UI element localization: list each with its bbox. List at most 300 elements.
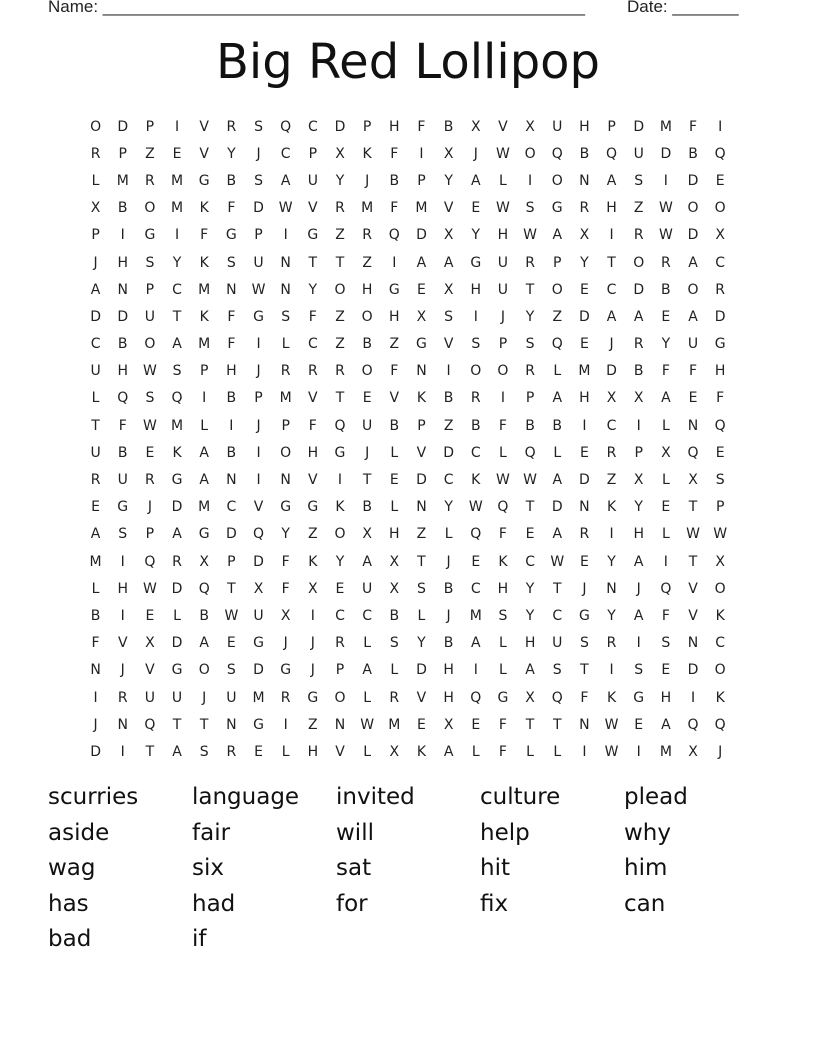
grid-letter: G bbox=[253, 716, 264, 733]
grid-letter: I bbox=[718, 118, 723, 135]
grid-letter: R bbox=[470, 390, 481, 407]
grid-letter: N bbox=[280, 281, 291, 298]
grid-letter: B bbox=[661, 281, 671, 298]
grid-letter: N bbox=[226, 281, 237, 298]
grid-letter: S bbox=[145, 390, 155, 407]
grid-letter: M bbox=[198, 499, 211, 516]
grid-letter: X bbox=[145, 635, 155, 652]
grid-letter: F bbox=[308, 308, 317, 325]
grid-letter: H bbox=[117, 363, 128, 380]
grid-letter: D bbox=[579, 472, 590, 489]
grid-letter: Y bbox=[335, 172, 345, 189]
grid-letter: J bbox=[256, 417, 261, 434]
grid-letter: J bbox=[256, 363, 261, 380]
grid-letter: S bbox=[281, 308, 291, 325]
grid-letter: L bbox=[471, 743, 480, 760]
grid-letter: E bbox=[145, 607, 155, 624]
grid-letter: C bbox=[307, 336, 318, 353]
grid-letter: E bbox=[172, 145, 182, 162]
grid-letter: L bbox=[91, 580, 100, 597]
grid-letter: N bbox=[416, 499, 427, 516]
grid-letter: S bbox=[145, 254, 155, 271]
grid-letter: R bbox=[90, 145, 101, 162]
grid-letter: P bbox=[281, 417, 290, 434]
grid-letter: R bbox=[715, 281, 726, 298]
grid-letter: W bbox=[496, 200, 510, 217]
grid-letter: R bbox=[145, 172, 155, 189]
grid-letter: T bbox=[525, 716, 535, 733]
grid-letter: R bbox=[606, 444, 617, 461]
grid-letter: G bbox=[144, 227, 156, 244]
grid-letter: Z bbox=[606, 472, 617, 489]
grid-letter: A bbox=[661, 716, 671, 733]
grid-letter: Z bbox=[308, 526, 318, 543]
grid-letter: E bbox=[579, 281, 589, 298]
grid-letter: P bbox=[254, 227, 263, 244]
grid-letter: U bbox=[253, 607, 264, 624]
grid-letter: F bbox=[390, 363, 399, 380]
grid-letter: R bbox=[335, 635, 345, 652]
grid-letter: L bbox=[390, 444, 399, 461]
grid-letter: S bbox=[552, 662, 562, 679]
grid-row bbox=[82, 358, 734, 385]
grid-letter: D bbox=[660, 145, 672, 162]
grid-letter: D bbox=[714, 308, 726, 325]
grid-letter: J bbox=[365, 444, 370, 461]
grid-letter: X bbox=[606, 390, 617, 407]
grid-letter: G bbox=[307, 227, 319, 244]
grid-letter: D bbox=[551, 499, 563, 516]
grid-row bbox=[82, 738, 734, 765]
grid-letter: K bbox=[335, 499, 345, 516]
grid-letter: B bbox=[389, 607, 400, 624]
grid-letter: Q bbox=[144, 716, 156, 733]
grid-letter: S bbox=[579, 635, 589, 652]
grid-letter: L bbox=[661, 526, 670, 543]
grid-letter: F bbox=[200, 227, 209, 244]
grid-letter: R bbox=[660, 254, 671, 271]
grid-letter: L bbox=[173, 607, 181, 624]
grid-letter: Q bbox=[497, 499, 509, 516]
grid-letter: M bbox=[198, 336, 211, 353]
grid-letter: B bbox=[579, 145, 590, 162]
grid-letter: S bbox=[118, 526, 128, 543]
word-list-item: sat bbox=[336, 855, 372, 881]
grid-letter: Z bbox=[335, 308, 345, 325]
grid-letter: I bbox=[392, 254, 397, 271]
grid-letter: B bbox=[443, 635, 454, 652]
grid-letter: F bbox=[227, 200, 236, 217]
grid-letter: L bbox=[499, 635, 507, 652]
grid-letter: T bbox=[199, 716, 209, 733]
grid-letter: E bbox=[91, 499, 100, 516]
grid-letter: U bbox=[90, 363, 101, 380]
grid-letter: A bbox=[172, 743, 182, 760]
grid-letter: E bbox=[417, 716, 426, 733]
grid-letter: F bbox=[227, 336, 236, 353]
grid-letter: I bbox=[120, 227, 125, 244]
grid-letter: O bbox=[497, 363, 509, 380]
grid-letter: G bbox=[280, 499, 292, 516]
grid-letter: J bbox=[473, 145, 478, 162]
grid-row bbox=[82, 630, 734, 657]
word-list-item: wag bbox=[48, 855, 96, 881]
grid-letter: N bbox=[90, 662, 101, 679]
grid-letter: M bbox=[388, 716, 401, 733]
grid-letter: J bbox=[93, 716, 98, 733]
grid-letter: K bbox=[172, 444, 182, 461]
grid-letter: H bbox=[470, 281, 482, 298]
grid-letter: R bbox=[226, 743, 237, 760]
grid-letter: E bbox=[471, 716, 481, 733]
grid-letter: T bbox=[688, 499, 698, 516]
grid-letter: J bbox=[256, 145, 261, 162]
grid-letter: Y bbox=[607, 607, 616, 624]
grid-letter: D bbox=[633, 118, 645, 135]
grid-letter: O bbox=[334, 689, 346, 706]
grid-letter: A bbox=[661, 390, 671, 407]
grid-letter: J bbox=[446, 607, 451, 624]
grid-letter: C bbox=[443, 472, 454, 489]
grid-letter: I bbox=[337, 472, 343, 489]
grid-letter: I bbox=[473, 308, 478, 325]
grid-letter: V bbox=[308, 200, 318, 217]
grid-letter: I bbox=[663, 553, 668, 570]
grid-letter: C bbox=[335, 607, 345, 624]
grid-letter: Y bbox=[607, 553, 616, 570]
word-list-item: fix bbox=[480, 890, 509, 917]
grid-letter: D bbox=[253, 553, 264, 570]
grid-letter: A bbox=[552, 526, 563, 543]
grid-letter: D bbox=[687, 227, 699, 244]
grid-letter: G bbox=[117, 499, 129, 516]
grid-letter: A bbox=[199, 444, 209, 461]
grid-letter: G bbox=[198, 526, 210, 543]
grid-letter: A bbox=[552, 390, 563, 407]
grid-letter: E bbox=[471, 553, 481, 570]
grid-letter: E bbox=[417, 281, 426, 298]
grid-letter: P bbox=[145, 526, 155, 543]
grid-letter: F bbox=[91, 635, 100, 652]
grid-letter: M bbox=[659, 118, 672, 135]
grid-letter: J bbox=[310, 662, 315, 679]
grid-letter: A bbox=[606, 172, 617, 189]
grid-letter: W bbox=[604, 743, 619, 760]
grid-letter: M bbox=[116, 172, 129, 189]
grid-letter: U bbox=[362, 580, 373, 597]
grid-letter: N bbox=[117, 281, 128, 298]
grid-letter: E bbox=[688, 390, 698, 407]
grid-letter: D bbox=[579, 308, 590, 325]
grid-letter: L bbox=[553, 743, 562, 760]
grid-letter: N bbox=[416, 363, 427, 380]
grid-letter: U bbox=[226, 689, 237, 706]
grid-letter: U bbox=[144, 689, 156, 706]
grid-letter: V bbox=[117, 635, 128, 652]
grid-letter: K bbox=[715, 689, 725, 706]
grid-letter: F bbox=[390, 200, 399, 217]
grid-letter: X bbox=[90, 200, 101, 217]
grid-letter: E bbox=[661, 499, 671, 516]
grid-letter: H bbox=[226, 363, 237, 380]
grid-letter: G bbox=[307, 499, 319, 516]
word-list-item: language bbox=[192, 784, 300, 810]
grid-letter: P bbox=[634, 444, 643, 461]
grid-letter: I bbox=[174, 118, 180, 135]
grid-letter: B bbox=[117, 336, 128, 353]
grid-letter: X bbox=[443, 145, 454, 162]
grid-letter: I bbox=[690, 689, 696, 706]
grid-letter: P bbox=[118, 145, 127, 162]
grid-letter: W bbox=[523, 227, 537, 244]
grid-letter: M bbox=[171, 417, 184, 434]
grid-letter: N bbox=[579, 716, 590, 733]
grid-letter: B bbox=[552, 417, 563, 434]
grid-letter: Q bbox=[551, 689, 563, 706]
grid-letter: L bbox=[281, 336, 290, 353]
grid-letter: S bbox=[254, 118, 263, 135]
grid-letter: T bbox=[172, 716, 182, 733]
date-field-label: Date: _______ bbox=[627, 0, 739, 16]
grid-letter: K bbox=[199, 254, 209, 271]
grid-letter: V bbox=[199, 145, 209, 162]
grid-letter: M bbox=[469, 607, 482, 624]
grid-letter: P bbox=[607, 118, 616, 135]
grid-letter: A bbox=[172, 336, 182, 353]
grid-letter: H bbox=[524, 635, 536, 652]
grid-row bbox=[82, 657, 734, 684]
word-list-item: plead bbox=[624, 784, 688, 810]
grid-letter: T bbox=[525, 281, 535, 298]
grid-letter: L bbox=[200, 417, 209, 434]
grid-letter: T bbox=[580, 662, 589, 679]
grid-letter: M bbox=[578, 363, 591, 380]
grid-letter: H bbox=[579, 390, 590, 407]
word-list-item: six bbox=[192, 855, 224, 881]
grid-letter: O bbox=[90, 118, 102, 135]
grid-letter: D bbox=[416, 662, 427, 679]
grid-letter: E bbox=[579, 553, 589, 570]
grid-letter: G bbox=[198, 172, 210, 189]
grid-letter: R bbox=[389, 689, 400, 706]
grid-letter: K bbox=[416, 390, 427, 407]
grid-letter: G bbox=[171, 472, 183, 489]
grid-letter: V bbox=[498, 118, 508, 135]
grid-letter: A bbox=[362, 662, 372, 679]
grid-letter: B bbox=[226, 444, 237, 461]
word-search-grid bbox=[82, 113, 734, 766]
grid-letter: A bbox=[199, 635, 209, 652]
grid-letter: E bbox=[145, 444, 155, 461]
grid-letter: H bbox=[117, 580, 128, 597]
grid-letter: G bbox=[416, 336, 427, 353]
grid-letter: I bbox=[609, 526, 614, 543]
grid-letter: F bbox=[498, 743, 507, 760]
grid-letter: H bbox=[389, 118, 400, 135]
grid-letter: R bbox=[280, 363, 291, 380]
word-list-item: help bbox=[480, 819, 530, 846]
grid-letter: N bbox=[334, 716, 346, 733]
grid-letter: W bbox=[496, 472, 510, 489]
grid-letter: S bbox=[634, 662, 644, 679]
grid-letter: O bbox=[334, 526, 346, 543]
grid-letter: A bbox=[90, 281, 101, 298]
grid-letter: X bbox=[335, 145, 345, 162]
grid-letter: F bbox=[308, 417, 317, 434]
grid-letter: S bbox=[199, 743, 209, 760]
grid-letter: C bbox=[715, 254, 726, 271]
grid-letter: O bbox=[524, 145, 536, 162]
grid-letter: H bbox=[307, 444, 319, 461]
grid-letter: L bbox=[444, 526, 453, 543]
grid-letter: U bbox=[687, 336, 699, 353]
grid-letter: Q bbox=[388, 227, 400, 244]
grid-letter: X bbox=[389, 580, 400, 597]
grid-letter: V bbox=[199, 118, 209, 135]
grid-letter: W bbox=[550, 553, 565, 570]
grid-letter: F bbox=[227, 308, 236, 325]
grid-letter: F bbox=[498, 716, 507, 733]
grid-letter: P bbox=[553, 254, 562, 271]
grid-letter: L bbox=[661, 472, 670, 489]
word-list-item: will bbox=[336, 819, 374, 846]
grid-letter: L bbox=[91, 172, 100, 189]
grid-letter: P bbox=[417, 417, 426, 434]
grid-letter: W bbox=[658, 227, 673, 244]
grid-letter: H bbox=[443, 689, 454, 706]
grid-letter: A bbox=[470, 172, 481, 189]
grid-letter: A bbox=[443, 743, 454, 760]
grid-letter: O bbox=[470, 363, 482, 380]
grid-letter: Z bbox=[443, 417, 454, 434]
grid-letter: N bbox=[687, 417, 699, 434]
grid-letter: D bbox=[416, 227, 427, 244]
grid-letter: Z bbox=[552, 308, 563, 325]
grid-letter: I bbox=[256, 336, 261, 353]
grid-letter: R bbox=[362, 227, 372, 244]
grid-letter: D bbox=[687, 662, 699, 679]
grid-letter: L bbox=[363, 635, 372, 652]
grid-letter: N bbox=[280, 254, 291, 271]
grid-letter: R bbox=[525, 363, 535, 380]
grid-row bbox=[82, 548, 734, 575]
page-title: Big Red Lollipop bbox=[215, 34, 601, 90]
grid-letter: K bbox=[606, 499, 617, 516]
grid-letter: I bbox=[609, 227, 614, 244]
grid-letter: Q bbox=[198, 580, 210, 597]
grid-letter: J bbox=[582, 580, 587, 597]
grid-letter: W bbox=[142, 417, 157, 434]
grid-letter: A bbox=[199, 472, 209, 489]
grid-letter: E bbox=[661, 308, 671, 325]
word-list-item: him bbox=[624, 855, 668, 881]
grid-row bbox=[82, 575, 734, 602]
grid-letter: Y bbox=[335, 553, 345, 570]
grid-letter: H bbox=[307, 743, 319, 760]
grid-letter: G bbox=[470, 254, 482, 271]
grid-letter: C bbox=[226, 499, 237, 516]
grid-letter: H bbox=[443, 662, 454, 679]
grid-letter: D bbox=[171, 580, 183, 597]
grid-letter: I bbox=[202, 390, 207, 407]
grid-row bbox=[82, 466, 734, 493]
grid-letter: S bbox=[661, 635, 671, 652]
grid-letter: Q bbox=[280, 118, 292, 135]
grid-letter: Z bbox=[362, 254, 372, 271]
grid-letter: Q bbox=[660, 580, 672, 597]
grid-letter: U bbox=[253, 254, 264, 271]
grid-letter: Z bbox=[389, 336, 400, 353]
grid-letter: I bbox=[636, 743, 641, 760]
grid-letter: I bbox=[636, 417, 641, 434]
grid-letter: R bbox=[633, 227, 644, 244]
grid-letter: S bbox=[471, 336, 481, 353]
grid-letter: B bbox=[90, 607, 101, 624]
grid-letter: J bbox=[147, 499, 152, 516]
grid-letter: M bbox=[171, 200, 184, 217]
grid-letter: V bbox=[688, 607, 698, 624]
grid-letter: D bbox=[171, 635, 183, 652]
grid-letter: W bbox=[278, 200, 293, 217]
grid-letter: S bbox=[444, 308, 454, 325]
grid-letter: Y bbox=[172, 254, 182, 271]
grid-letter: R bbox=[90, 472, 101, 489]
grid-letter: S bbox=[226, 254, 236, 271]
grid-letter: L bbox=[363, 689, 372, 706]
grid-letter: X bbox=[715, 553, 725, 570]
grid-letter: U bbox=[633, 145, 644, 162]
grid-letter: M bbox=[279, 390, 292, 407]
grid-letter: S bbox=[715, 472, 725, 489]
grid-letter: B bbox=[226, 390, 237, 407]
grid-letter: L bbox=[91, 390, 100, 407]
grid-letter: G bbox=[497, 689, 509, 706]
grid-letter: T bbox=[607, 254, 616, 271]
grid-letter: S bbox=[525, 336, 535, 353]
grid-letter: W bbox=[142, 363, 157, 380]
grid-letter: P bbox=[362, 118, 372, 135]
grid-row bbox=[82, 249, 734, 276]
grid-letter: W bbox=[713, 526, 728, 543]
grid-letter: V bbox=[145, 662, 155, 679]
grid-row bbox=[82, 303, 734, 330]
grid-letter: L bbox=[390, 662, 399, 679]
grid-letter: C bbox=[90, 336, 101, 353]
grid-letter: K bbox=[416, 743, 427, 760]
grid-letter: Q bbox=[714, 417, 726, 434]
grid-letter: N bbox=[226, 472, 237, 489]
grid-letter: X bbox=[688, 743, 698, 760]
grid-letter: O bbox=[687, 200, 699, 217]
grid-letter: X bbox=[715, 227, 725, 244]
grid-letter: F bbox=[661, 607, 670, 624]
grid-letter: Q bbox=[117, 390, 129, 407]
grid-letter: S bbox=[498, 607, 508, 624]
grid-letter: G bbox=[253, 308, 264, 325]
grid-letter: V bbox=[416, 689, 427, 706]
grid-letter: R bbox=[145, 472, 155, 489]
grid-row bbox=[82, 331, 734, 358]
grid-letter: B bbox=[362, 336, 372, 353]
grid-letter: B bbox=[389, 417, 400, 434]
grid-letter: P bbox=[254, 390, 263, 407]
grid-letter: P bbox=[145, 281, 155, 298]
grid-letter: A bbox=[90, 526, 101, 543]
grid-letter: V bbox=[308, 472, 318, 489]
grid-letter: J bbox=[718, 743, 723, 760]
grid-letter: J bbox=[609, 336, 614, 353]
grid-letter: F bbox=[281, 553, 290, 570]
